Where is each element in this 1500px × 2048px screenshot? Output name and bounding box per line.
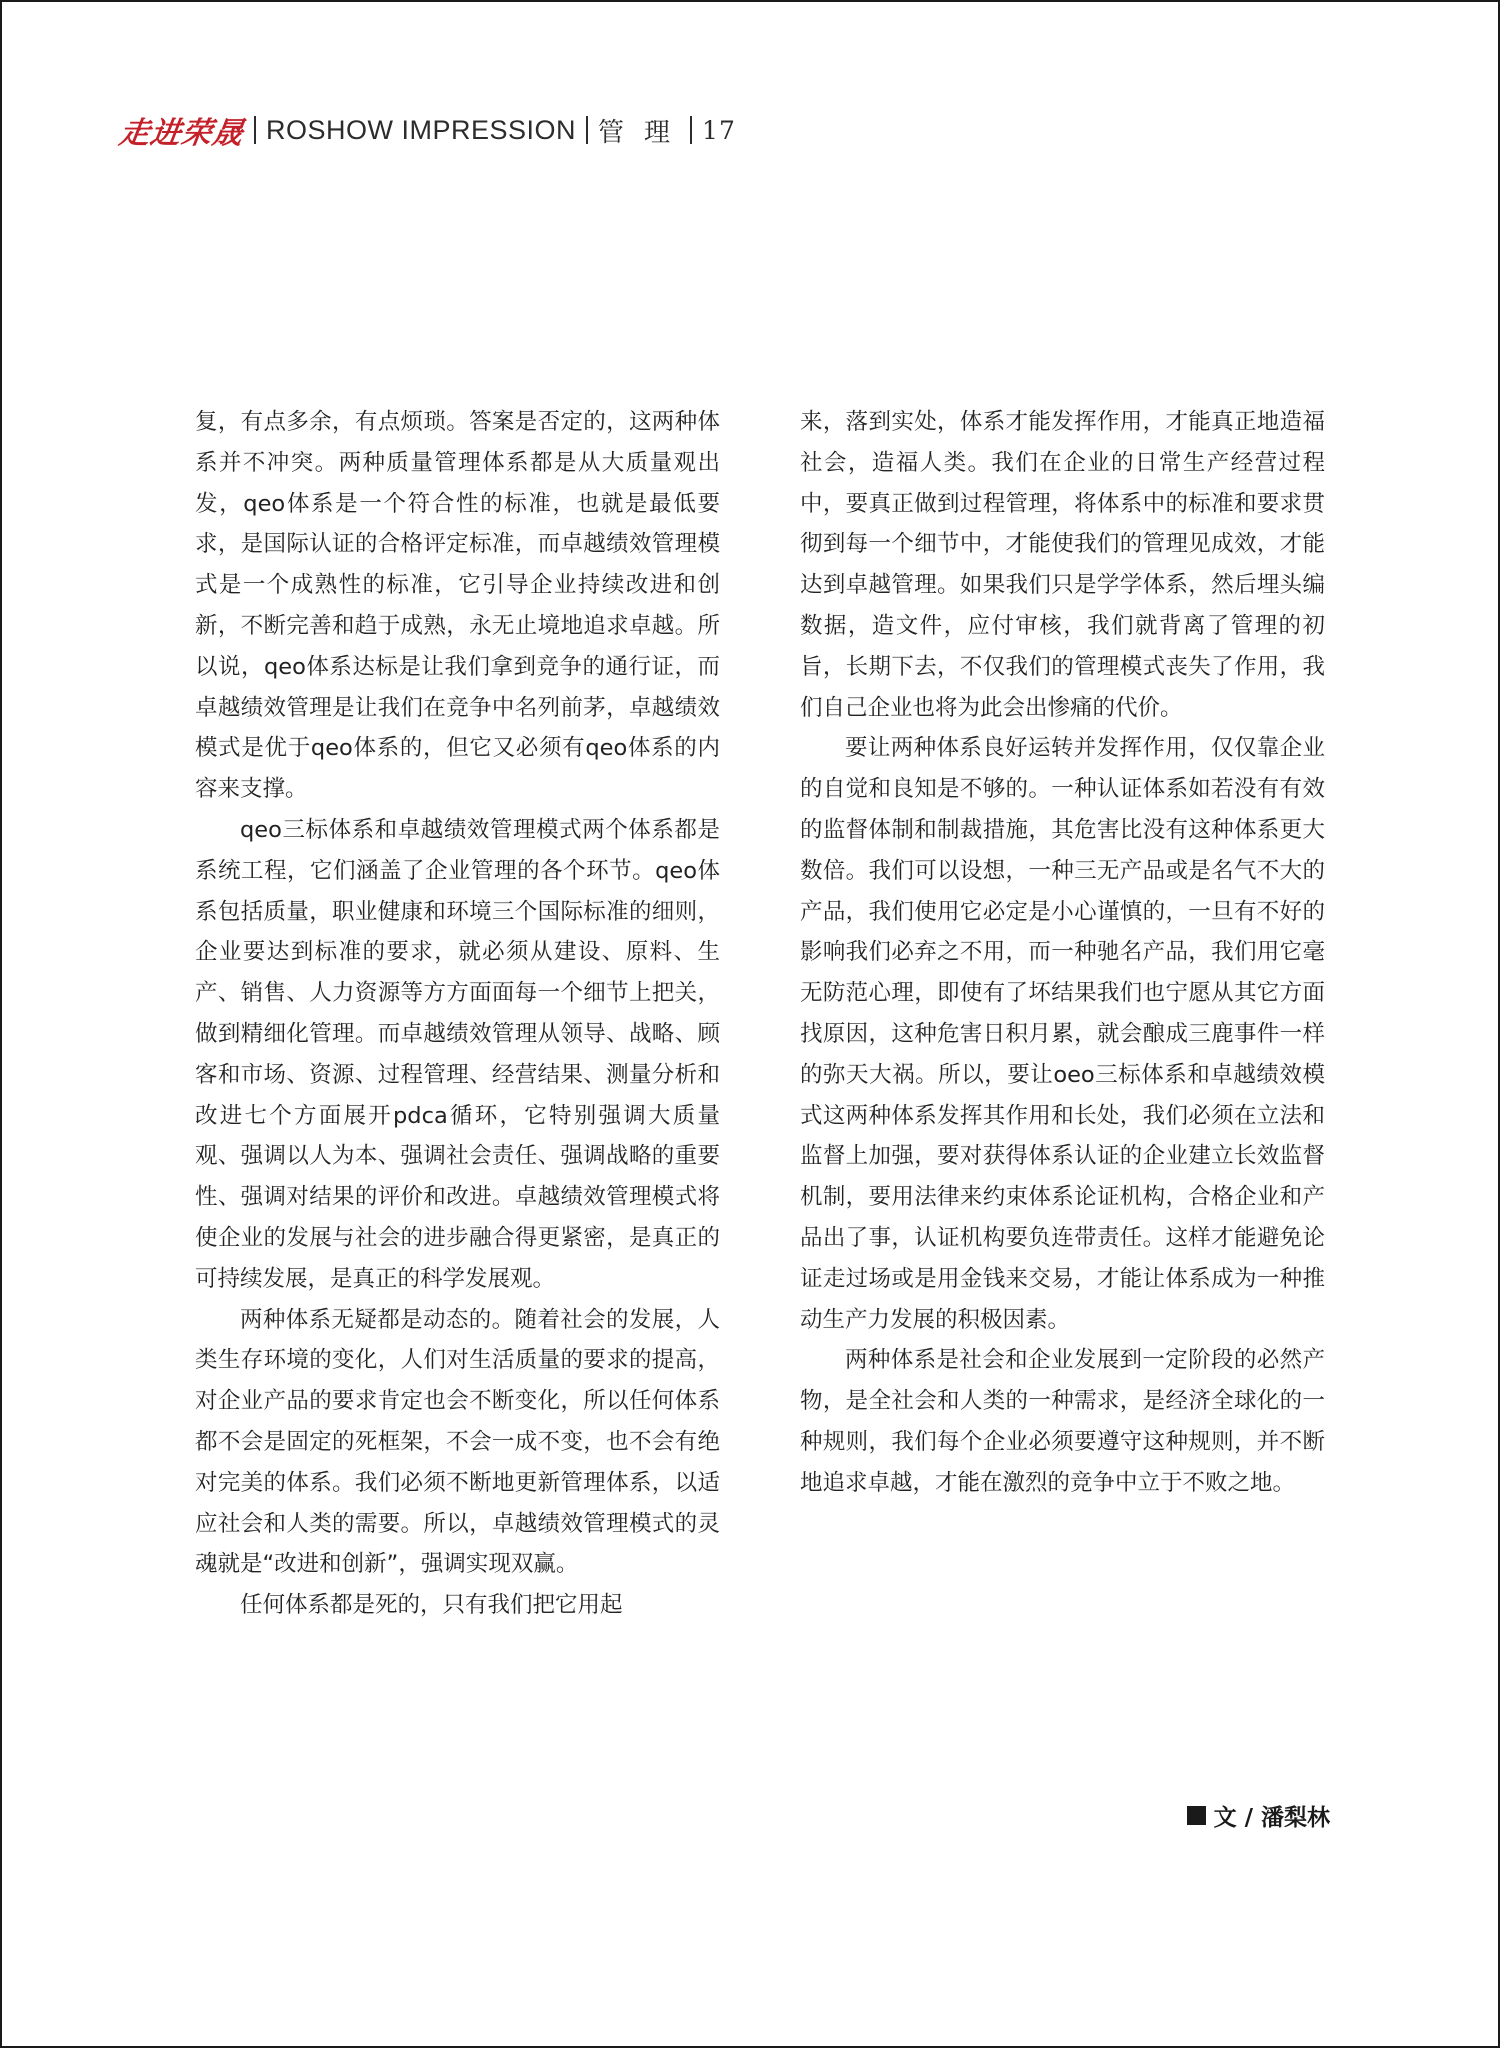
author-credit: 文 / 潘梨林: [1213, 1805, 1330, 1831]
square-bullet-icon: [1187, 1806, 1206, 1825]
article-column-left: [195, 402, 720, 1626]
page-number: 17: [702, 115, 736, 145]
article-paragraph: 两种体系无疑都是动态的。随着社会的发展，人类生存环境的变化，人们对生活质量的要求的提高，对企业产品的要求肯定也会不断变化，所以任何体系都不会是固定的死框架，不会一成不变，也不会有绝对完美的体系。我们必须不断地更新管理体系，以适应社会和人类的需要。所以，卓越绩效管理模式的灵魂就是“改进和创新”，强调实现双赢。: [195, 1306, 720, 1578]
header-separator: [254, 116, 256, 144]
article-paragraph: qeo三标体系和卓越绩效管理模式两个体系都是系统工程，它们涵盖了企业管理的各个环节。qeo体系包括质量，职业健康和环境三个国际标准的细则，企业要达到标准的要求，就必须从建设、原料、生产、销售、人力资源等方方面面每一个细节上把关，做到精细化管理。而卓越绩效管理从领导、战略、顾客和市场、资源、过程管理、经营结果、测量分析和改进七个方面展开pdca循环，它特别强调大质量观、强调以人为本、强调社会责任、强调战略的重要性、强调对结果的评价和改进。卓越绩效管理模式将使企业的发展与社会的进步融合得更紧密，是真正的可持续发展，是真正的科学发展观。: [195, 816, 720, 1292]
article-paragraph: 复，有点多余，有点烦琐。答案是否定的，这两种体系并不冲突。两种质量管理体系都是从大质量观出发，qeo体系是一个符合性的标准，也就是最低要求，是国际认证的合格评定标准，而卓越绩效管理模式是一个成熟性的标准，它引导企业持续改进和创新，不断完善和趋于成熟，永无止境地追求卓越。所以说，qeo体系达标是让我们拿到竞争的通行证，而卓越绩效管理是让我们在竞争中名列前茅，卓越绩效模式是优于qeo体系的，但它又必须有qeo体系的内容来支撑。: [195, 409, 720, 803]
section-name: 管理: [598, 117, 691, 148]
running-header: [117, 110, 736, 151]
author-byline: [1187, 1799, 1330, 1832]
magazine-logo: 走进荣晟: [117, 116, 246, 151]
article-paragraph: 任何体系都是死的，只有我们把它用起: [240, 1592, 623, 1619]
header-separator: [586, 116, 588, 144]
article-paragraph: 来，落到实处，体系才能发挥作用，才能真正地造福社会，造福人类。我们在企业的日常生产经营过程中，要真正做到过程管理，将体系中的标准和要求贯彻到每一个细节中，才能使我们的管理见成效，才能达到卓越管理。如果我们只是学学体系，然后埋头编数据，造文件，应付审核，我们就背离了管理的初旨，长期下去，不仅我们的管理模式丧失了作用，我们自己企业也将为此会出惨痛的代价。: [800, 409, 1325, 721]
magazine-brand-name: ROSHOW IMPRESSION: [266, 114, 577, 145]
article-paragraph: 两种体系是社会和企业发展到一定阶段的必然产物，是全社会和人类的一种需求，是经济全球化的一种规则，我们每个企业必须要遵守这种规则，并不断地追求卓越，才能在激烈的竞争中立于不败之地。: [800, 1347, 1325, 1496]
header-separator: [690, 116, 692, 144]
article-paragraph: 要让两种体系良好运转并发挥作用，仅仅靠企业的自觉和良知是不够的。一种认证体系如若没有有效的监督体制和制裁措施，其危害比没有这种体系更大数倍。我们可以设想，一种三无产品或是名气不大的产品，我们使用它必定是小心谨慎的，一旦有不好的影响我们必弃之不用，而一种驰名产品，我们用它毫无防范心理，即使有了坏结果我们也宁愿从其它方面找原因，这种危害日积月累，就会酿成三鹿事件一样的弥天大祸。所以，要让oeo三标体系和卓越绩效模式这两种体系发挥其作用和长处，我们必须在立法和监督上加强，要对获得体系认证的企业建立长效监督机制，要用法律来约束体系论证机构，合格企业和产品出了事，认证机构要负连带责任。这样才能避免论证走过场或是用金钱来交易，才能让体系成为一种推动生产力发展的积极因素。: [800, 735, 1325, 1333]
article-column-right: [800, 402, 1325, 1504]
